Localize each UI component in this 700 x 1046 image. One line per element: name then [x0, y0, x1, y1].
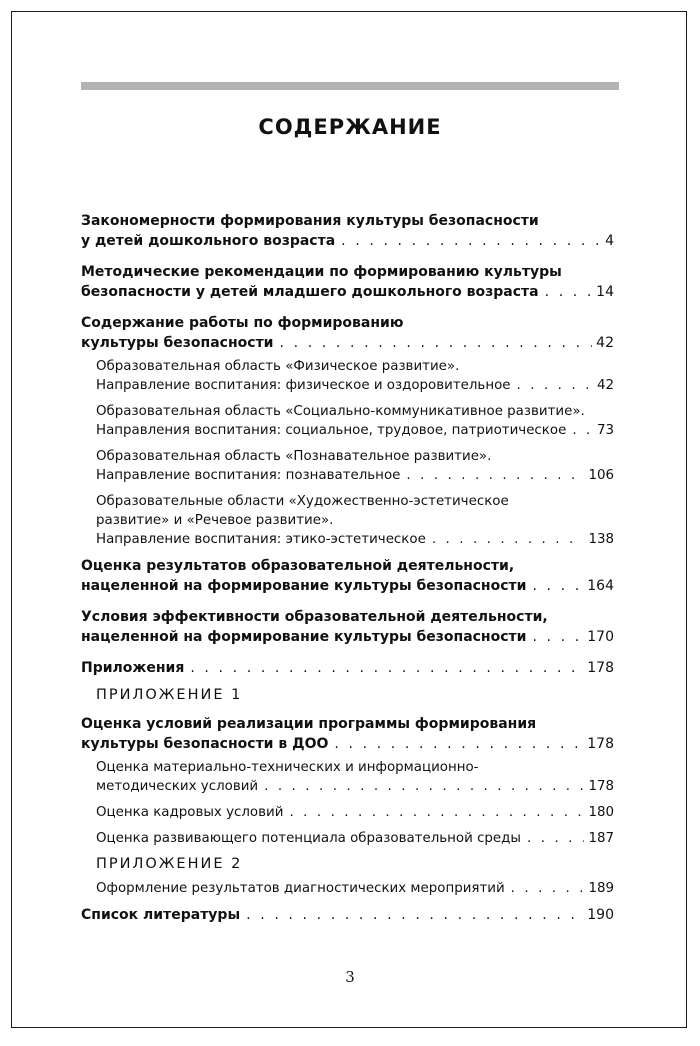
toc-entry-text: Образовательная область «Физическое развитие».: [96, 359, 460, 374]
dot-leader: [280, 333, 593, 353]
toc-line: [81, 714, 614, 734]
toc-page-number: 42: [596, 335, 614, 351]
toc-line: [81, 607, 614, 627]
toc-line: [81, 905, 614, 925]
toc-section[interactable]: [81, 658, 614, 678]
toc-subsection[interactable]: [96, 492, 614, 549]
toc-subsection[interactable]: [96, 758, 614, 796]
toc-page-number: 138: [588, 532, 614, 547]
toc-line: [96, 511, 614, 530]
toc-line: [96, 421, 614, 440]
toc-section[interactable]: [81, 313, 614, 353]
toc-page-number: 164: [587, 578, 614, 594]
toc-line: [81, 313, 614, 333]
toc-entry-text: развитие» и «Речевое развитие».: [96, 513, 334, 528]
page-number: 3: [345, 968, 355, 986]
dot-leader: [190, 658, 583, 678]
toc-line: [96, 530, 614, 549]
toc-line: [96, 357, 614, 376]
appendix-heading: ПРИЛОЖЕНИЕ 2: [96, 856, 243, 872]
toc-subsection[interactable]: [96, 447, 614, 485]
toc-subsection[interactable]: [96, 402, 614, 440]
toc-entry-text: безопасности у детей младшего дошкольного возраста: [81, 284, 539, 300]
toc-line: [96, 466, 614, 485]
dot-leader: [532, 576, 583, 596]
toc-entry-text: Приложения: [81, 660, 185, 676]
toc-line: [81, 262, 614, 282]
dot-leader: [517, 376, 593, 395]
toc-entry-text: Оценка развивающего потенциала образовательной среды: [96, 831, 522, 846]
toc-line: [96, 879, 614, 898]
toc-line: [81, 627, 614, 647]
dot-leader: [264, 777, 584, 796]
dot-leader: [289, 803, 584, 822]
dot-leader: [511, 879, 585, 898]
dot-leader: [341, 231, 601, 251]
toc-entry-text: Оценка материально-технических и информационно-: [96, 760, 479, 775]
toc-entry-text: Оценка условий реализации программы формирования: [81, 716, 537, 732]
toc-line: [96, 829, 614, 848]
toc-section[interactable]: [81, 714, 614, 754]
toc-line: [81, 734, 614, 754]
top-rule: [81, 82, 619, 90]
toc-line: [96, 447, 614, 466]
toc-subsection[interactable]: [96, 357, 614, 395]
toc-section[interactable]: [81, 262, 614, 302]
toc-entry-text: Методические рекомендации по формированию культуры: [81, 264, 562, 280]
toc-entry-text: Условия эффективности образовательной деятельности,: [81, 609, 548, 625]
toc-entry-text: Направление воспитания: физическое и оздоровительное: [96, 378, 511, 393]
toc-line: [96, 492, 614, 511]
toc-page-number: 178: [587, 736, 614, 752]
toc-line: [81, 576, 614, 596]
toc-entry-text: Оценка кадровых условий: [96, 805, 284, 820]
toc-section[interactable]: [81, 607, 614, 647]
toc-subsection[interactable]: [96, 829, 614, 848]
toc-line: [96, 376, 614, 395]
toc-entry-text: Оформление результатов диагностических мероприятий: [96, 881, 505, 896]
toc-entry-text: Образовательная область «Социально-коммуникативное развитие».: [96, 404, 585, 419]
toc-line: [81, 333, 614, 353]
toc-section[interactable]: [81, 211, 614, 251]
toc-page-number: 42: [596, 378, 614, 393]
dot-leader: [246, 905, 583, 925]
dot-leader: [572, 421, 593, 440]
toc-line: [96, 803, 614, 822]
dot-leader: [432, 530, 585, 549]
toc-page-number: 178: [587, 660, 614, 676]
toc-entry-text: Список литературы: [81, 907, 241, 923]
table-of-contents: [81, 211, 614, 936]
toc-line: [81, 658, 614, 678]
dot-leader: [545, 282, 593, 302]
toc-line: [81, 556, 614, 576]
toc-entry-text: Направление воспитания: познавательное: [96, 468, 401, 483]
toc-entry-text: нацеленной на формирование культуры безопасности: [81, 629, 527, 645]
dot-leader: [527, 829, 584, 848]
toc-line: [96, 402, 614, 421]
toc-entry-text: методических условий: [96, 779, 259, 794]
toc-page-number: 187: [588, 831, 614, 846]
dot-leader: [406, 466, 584, 485]
toc-subsection[interactable]: [96, 803, 614, 822]
toc-entry-text: Образовательная область «Познавательное развитие».: [96, 449, 492, 464]
toc-entry-text: Направления воспитания: социальное, трудовое, патриотическое: [96, 423, 567, 438]
toc-entry-text: Закономерности формирования культуры безопасности: [81, 213, 539, 229]
toc-entry-text: Направление воспитания: этико-эстетическое: [96, 532, 426, 547]
toc-entry-text: Образовательные области «Художественно-эстетическое: [96, 494, 509, 509]
toc-page-number: 14: [596, 284, 614, 300]
toc-entry-text: культуры безопасности: [81, 335, 274, 351]
toc-page-number: 170: [587, 629, 614, 645]
dot-leader: [334, 734, 583, 754]
toc-section[interactable]: [81, 905, 614, 925]
toc-line: [96, 758, 614, 777]
toc-section[interactable]: [81, 556, 614, 596]
toc-subsection[interactable]: [96, 879, 614, 898]
toc-page-number: 190: [587, 907, 614, 923]
appendix-heading: ПРИЛОЖЕНИЕ 1: [96, 687, 243, 703]
toc-page-number: 106: [588, 468, 614, 483]
toc-line: [96, 777, 614, 796]
toc-page-number: 4: [605, 233, 614, 249]
toc-entry-text: культуры безопасности в ДОО: [81, 736, 329, 752]
page-title: СОДЕРЖАНИЕ: [258, 115, 442, 139]
dot-leader: [532, 627, 583, 647]
toc-entry-text: Оценка результатов образовательной деятельности,: [81, 558, 515, 574]
toc-entry-text: у детей дошкольного возраста: [81, 233, 336, 249]
toc-line: [81, 282, 614, 302]
toc-page-number: 189: [588, 881, 614, 896]
toc-page-number: 178: [588, 779, 614, 794]
toc-entry-text: нацеленной на формирование культуры безопасности: [81, 578, 527, 594]
toc-page-number: 73: [596, 423, 614, 438]
toc-line: [81, 231, 614, 251]
toc-page-number: 180: [588, 805, 614, 820]
toc-entry-text: Содержание работы по формированию: [81, 315, 404, 331]
toc-line: [81, 211, 614, 231]
